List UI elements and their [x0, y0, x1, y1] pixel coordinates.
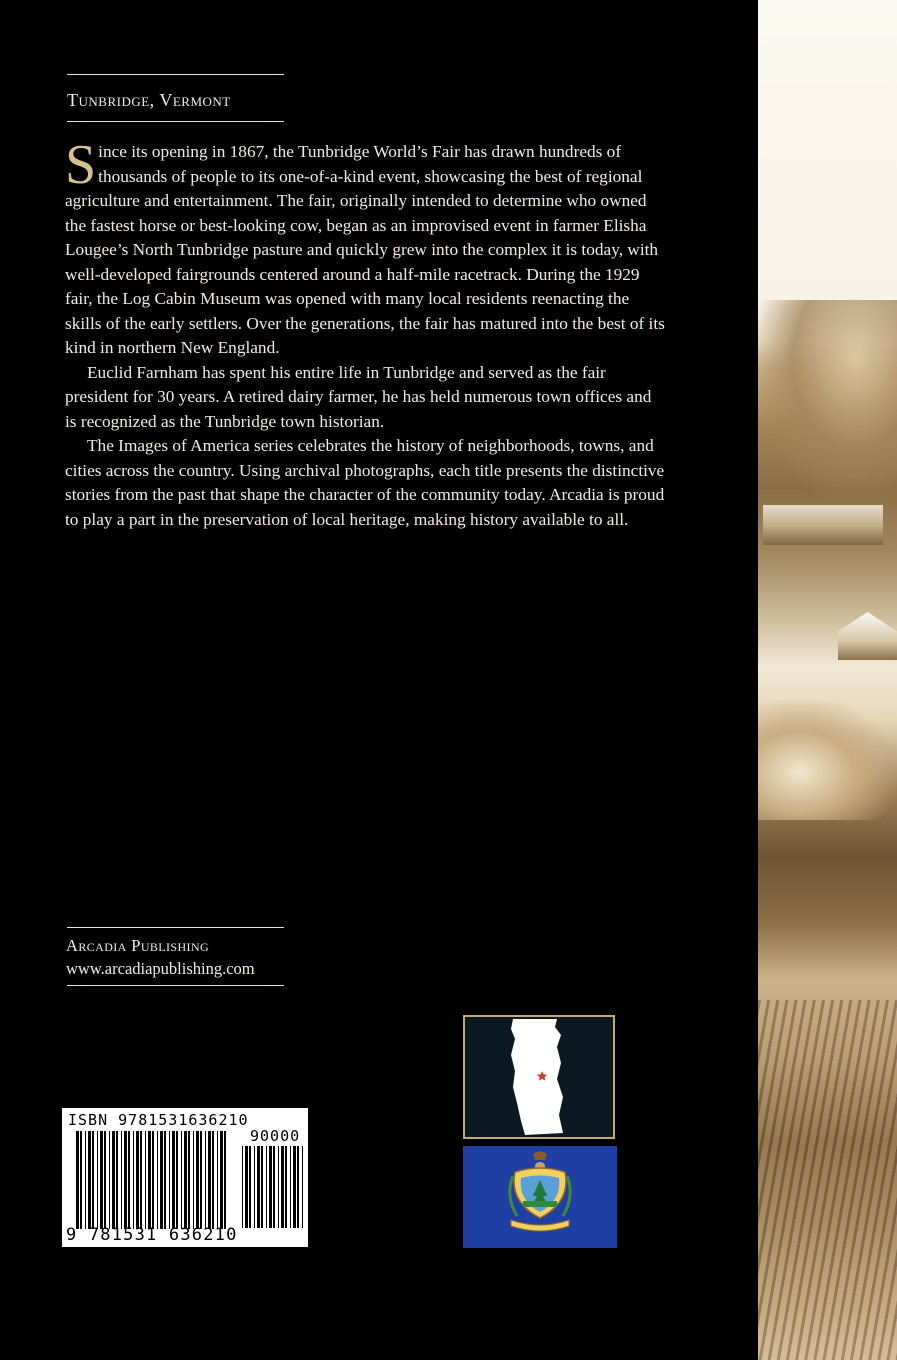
vermont-flag-svg — [463, 1146, 617, 1248]
photo-building — [763, 505, 883, 545]
photo-pavilion — [838, 612, 897, 660]
paragraph-intro — [65, 134, 665, 361]
paragraph-author: Euclid Farnham has spent his entire life in Tunbridge and served as the fair president for 30 years. A retired dairy farmer, he has held numerous town offices and is recognized as the Tunbridge town historian. — [65, 362, 652, 431]
publisher-rule-bottom — [67, 985, 284, 986]
photo-racetrack — [758, 700, 897, 820]
vermont-flag-icon — [463, 1146, 617, 1248]
isbn-barcode — [62, 1108, 308, 1247]
publisher-name: Arcadia Publishing — [66, 936, 210, 955]
header-rule-top — [67, 74, 284, 75]
description — [65, 134, 665, 532]
paragraph-series: The Images of America series celebrates the history of neighborhoods, towns, and cities across the country. Using archival photographs, each title presents the distinctive stories from the past that shape the character of the community today. Arcadia is proud to play a part in the preservation of local heritage, making history available to all. — [65, 436, 665, 529]
isbn-digits: 9 781531 636210 — [66, 1225, 238, 1245]
barcode-bars-main — [76, 1131, 226, 1229]
photo-crowd — [758, 1000, 897, 1360]
publisher-website[interactable]: www.arcadiapublishing.com — [66, 959, 255, 978]
publisher-block — [66, 934, 284, 980]
publisher-rule-top — [67, 927, 284, 928]
cover-photo-strip — [758, 0, 897, 1360]
vermont-map-svg — [465, 1017, 613, 1137]
drop-cap: S — [65, 134, 97, 196]
barcode-bars-addon — [242, 1146, 304, 1228]
vermont-map-icon — [463, 1015, 615, 1139]
header-rule-bottom — [67, 121, 284, 122]
isbn-label: ISBN 9781531636210 — [68, 1111, 249, 1129]
price-code: 90000 — [250, 1127, 301, 1145]
paragraph-intro-text: ince its opening in 1867, the Tunbridge World’s Fair has drawn hundreds of thousands of people to its one-of-a-kind event, showcasing the best of regional agriculture and entertainment. The fair, originally intended to determine who owned the fastest horse or best-looking cow, began as an improvised event in farmer Elisha Lougee’s North Tunbridge pasture and quickly grew into the complex it is today, with well-developed fairgrounds centered around a half-mile racetrack. During the 1929 fair, the Log Cabin Museum was opened with many local residents reenacting the skills of the early settlers. Over the generations, the fair has matured into the best of its kind in northern New England. — [65, 142, 665, 357]
photo-hillside — [758, 300, 897, 500]
location-title: Tunbridge, Vermont — [67, 90, 231, 110]
